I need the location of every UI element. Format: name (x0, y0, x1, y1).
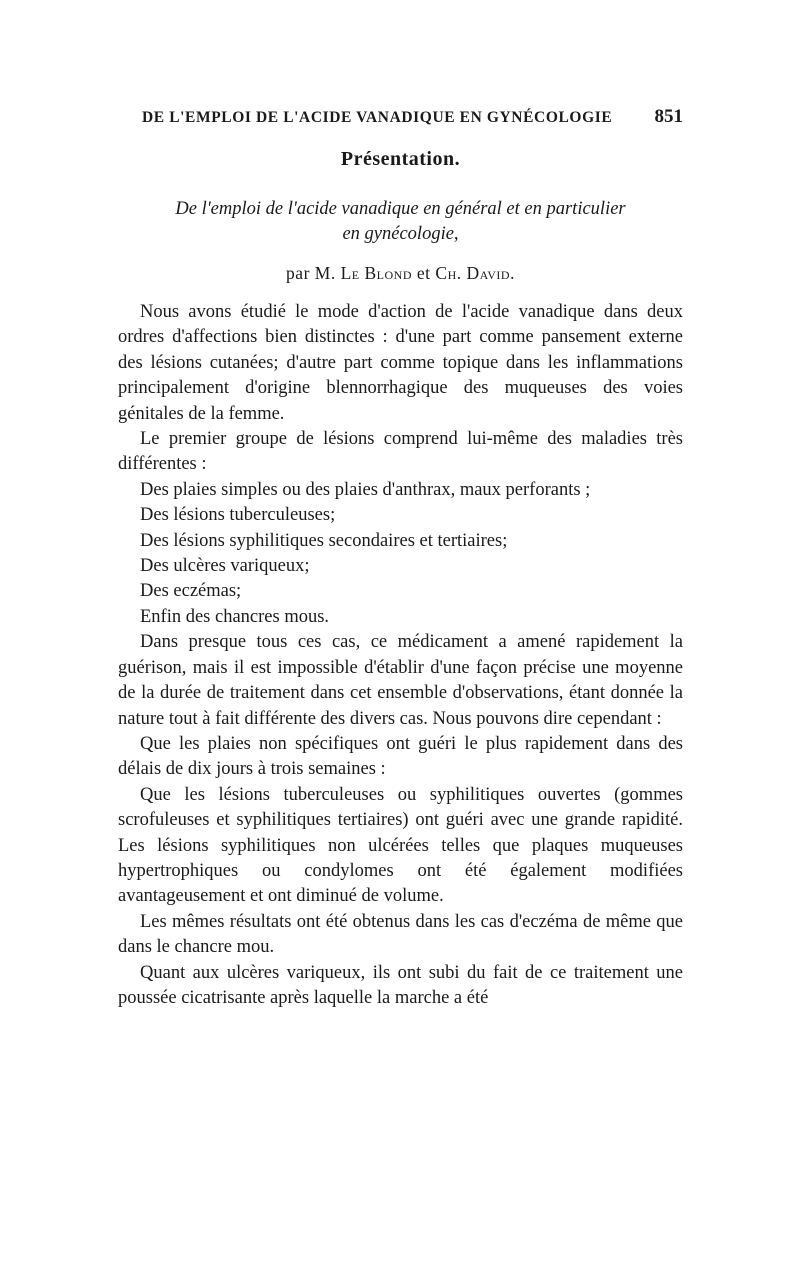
paragraph: Les mêmes résultats ont été obtenus dans les cas d'eczéma de même que dans le chancre mou. (118, 911, 683, 958)
book-page (118, 106, 683, 1011)
subtitle-line-1: De l'emploi de l'acide vanadique en général et en particulier (175, 199, 626, 219)
list-item: Enfin des chancres mous. (140, 606, 330, 627)
paragraph: Le premier groupe de lésions comprend lui-même des maladies très différentes : (118, 429, 683, 475)
paragraph: Nous avons étudié le mode d'action de l'acide vanadique dans deux ordres d'affections bien distinctes : d'une part comme pansement externe des lésions cutanées; d'autre part comme topique dans les inflammations principalement d'origine blennorrhagique des muqueuses des voies génitales de la femme. (118, 302, 683, 424)
subtitle-line-2: en gynécologie, (342, 224, 459, 244)
article-body (118, 300, 683, 1011)
list-item: Des lésions syphilitiques secondaires et tertiaires; (140, 530, 508, 551)
list-item: Des eczémas; (140, 581, 242, 602)
paragraph: Quant aux ulcères variqueux, ils ont subi du fait de ce traitement une poussée cicatrisante après laquelle la marche a été (118, 962, 683, 1008)
article-subtitle (118, 197, 683, 247)
section-title: Présentation. (340, 148, 461, 170)
paragraph: Que les lésions tuberculeuses ou syphilitiques ouvertes (gommes scrofuleuses et syphilitiques tertiaires) ont guéri avec une grande rapidité. Les lésions syphilitiques non ulcérées telles que plaques muqueuses hypertrophiques ou condylomes ont été également modifiées avantageusement et ont diminué de volume. (118, 784, 683, 907)
byline-author-1: M. Le Blond (314, 263, 412, 283)
paragraph: Dans presque tous ces cas, ce médicament a amené rapidement la guérison, mais il est impossible d'établir d'une façon précise une moyenne de la durée de traitement dans cet ensemble d'observations, étant donnée la nature tout à fait différente des divers cas. Nous pouvons dire cependant : (118, 632, 683, 729)
byline-et: et (416, 263, 431, 283)
byline-par: par (286, 263, 310, 283)
page-number: 851 (654, 106, 683, 127)
paragraph: Que les plaies non spécifiques ont guéri le plus rapidement dans des délais de dix jours à trois semaines : (118, 733, 683, 780)
running-header (118, 106, 683, 128)
list-item: Des ulcères variqueux; (140, 556, 310, 577)
byline-author-2: Ch. David. (435, 263, 515, 283)
list-item: Des plaies simples ou des plaies d'anthrax, maux perforants ; (140, 479, 591, 500)
list-item: Des lésions tuberculeuses; (140, 505, 336, 526)
running-title: DE L'EMPLOI DE L'ACIDE VANADIQUE EN GYNÉCOLOGIE (142, 109, 613, 126)
byline (118, 263, 683, 284)
